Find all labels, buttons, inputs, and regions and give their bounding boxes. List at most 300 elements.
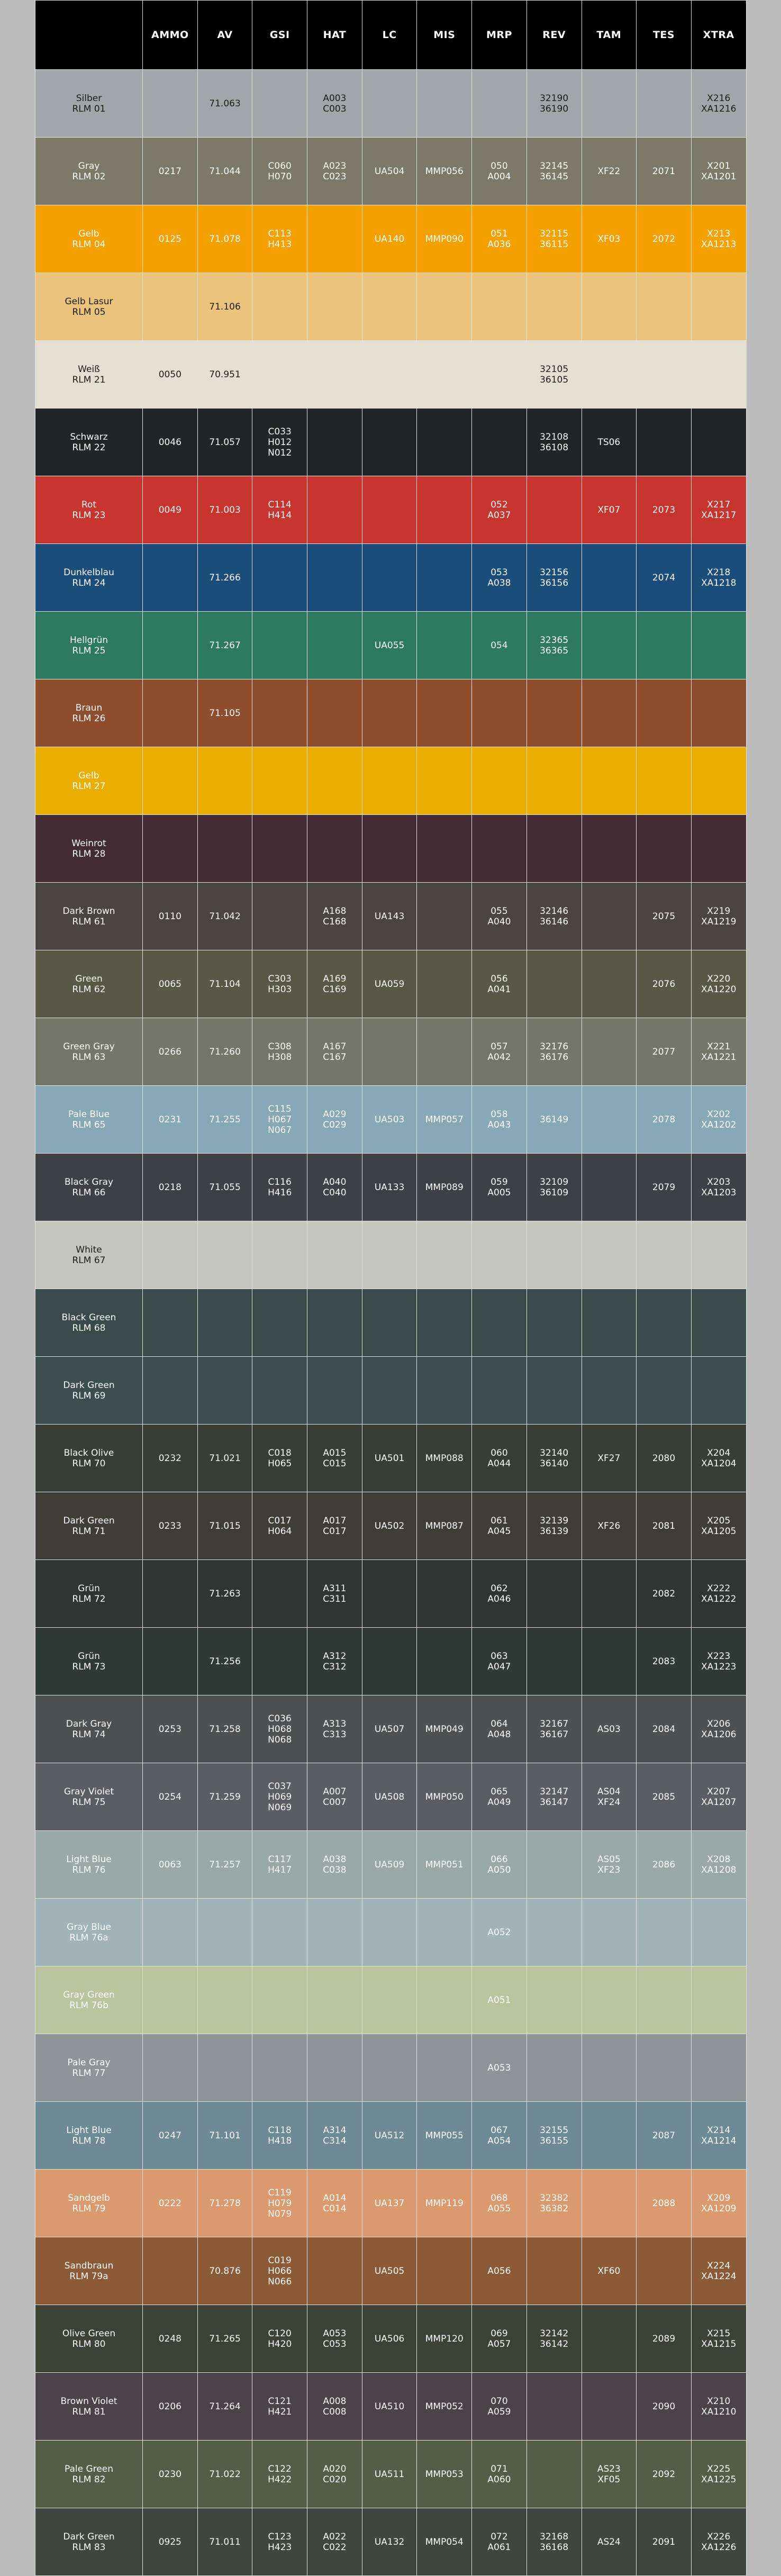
code-cell-hat	[307, 341, 362, 409]
code-cell-tes: 2074	[637, 544, 692, 612]
code-cell-gsi: C037 H069 N069	[252, 1763, 307, 1831]
code-cell-av: 71.042	[197, 883, 252, 950]
code-cell-av: 71.278	[197, 2170, 252, 2237]
code-cell-lc	[362, 1221, 417, 1289]
code-cell-tes: 2085	[637, 1763, 692, 1831]
code-cell-mis	[417, 1357, 472, 1425]
code-cell-ammo	[143, 1289, 198, 1357]
code-cell-tam	[582, 341, 637, 409]
code-cell-xtra	[691, 747, 746, 815]
code-cell-xtra	[691, 341, 746, 409]
code-cell-tes: 2084	[637, 1695, 692, 1763]
code-cell-lc	[362, 679, 417, 747]
table-row	[35, 1221, 747, 1289]
code-cell-mrp: 055 A040	[472, 883, 527, 950]
color-name-cell: Pale Blue RLM 65	[35, 1086, 143, 1154]
code-cell-ammo: 0925	[143, 2508, 198, 2576]
code-cell-ammo: 0065	[143, 950, 198, 1018]
code-cell-tam: XF26	[582, 1492, 637, 1560]
code-cell-ammo	[143, 1357, 198, 1425]
code-cell-rev	[526, 1289, 582, 1357]
code-cell-ammo	[143, 1966, 198, 2034]
code-cell-xtra: X203 XA1203	[691, 1154, 746, 1221]
color-name-cell: Dark Green RLM 71	[35, 1492, 143, 1560]
code-cell-ammo: 0125	[143, 205, 198, 273]
code-cell-ammo	[143, 679, 198, 747]
code-cell-lc	[362, 1357, 417, 1425]
code-cell-mis	[417, 747, 472, 815]
code-cell-hat: A003 C003	[307, 70, 362, 138]
code-cell-tam	[582, 679, 637, 747]
code-cell-tam: TS06	[582, 409, 637, 476]
code-cell-lc: UA505	[362, 2237, 417, 2305]
code-cell-mis: MMP055	[417, 2102, 472, 2170]
code-cell-gsi	[252, 883, 307, 950]
code-cell-gsi	[252, 341, 307, 409]
code-cell-gsi	[252, 273, 307, 341]
table-row	[35, 273, 747, 341]
color-name-cell: Grün RLM 72	[35, 1560, 143, 1628]
header-cell-av: AV	[197, 1, 252, 70]
code-cell-mis: MMP051	[417, 1831, 472, 1899]
code-cell-xtra: X223 XA1223	[691, 1628, 746, 1695]
code-cell-gsi	[252, 815, 307, 883]
code-cell-gsi: C113 H413	[252, 205, 307, 273]
code-cell-tam	[582, 2170, 637, 2237]
code-cell-tes: 2071	[637, 138, 692, 205]
color-name-cell: Gelb RLM 04	[35, 205, 143, 273]
table-row	[35, 1899, 747, 1966]
code-cell-xtra: X213 XA1213	[691, 205, 746, 273]
code-cell-rev: 32145 36145	[526, 138, 582, 205]
code-cell-tes	[637, 1899, 692, 1966]
code-cell-lc: UA132	[362, 2508, 417, 2576]
code-cell-xtra	[691, 1899, 746, 1966]
code-cell-av: 71.105	[197, 679, 252, 747]
code-cell-gsi	[252, 747, 307, 815]
code-cell-xtra: X219 XA1219	[691, 883, 746, 950]
code-cell-av: 71.267	[197, 612, 252, 679]
code-cell-xtra	[691, 815, 746, 883]
table-row	[35, 1154, 747, 1221]
code-cell-tam: AS04 XF24	[582, 1763, 637, 1831]
color-name-cell: Weiß RLM 21	[35, 341, 143, 409]
code-cell-mis	[417, 1018, 472, 1086]
code-cell-mrp: A053	[472, 2034, 527, 2102]
code-cell-tam	[582, 1560, 637, 1628]
code-cell-tes	[637, 679, 692, 747]
code-cell-mis	[417, 1560, 472, 1628]
code-cell-xtra	[691, 612, 746, 679]
code-cell-gsi: C060 H070	[252, 138, 307, 205]
color-name-cell: Sandgelb RLM 79	[35, 2170, 143, 2237]
color-name-cell: Braun RLM 26	[35, 679, 143, 747]
code-cell-ammo: 0217	[143, 138, 198, 205]
code-cell-rev: 32167 36167	[526, 1695, 582, 1763]
code-cell-xtra	[691, 1966, 746, 2034]
code-cell-hat: A023 C023	[307, 138, 362, 205]
code-cell-hat	[307, 544, 362, 612]
code-cell-lc	[362, 815, 417, 883]
color-name-cell: Light Blue RLM 78	[35, 2102, 143, 2170]
code-cell-hat	[307, 612, 362, 679]
table-row	[35, 2373, 747, 2441]
code-cell-tam	[582, 544, 637, 612]
code-cell-mis	[417, 2034, 472, 2102]
code-cell-gsi	[252, 544, 307, 612]
code-cell-gsi	[252, 1221, 307, 1289]
code-cell-tes: 2081	[637, 1492, 692, 1560]
code-cell-xtra: X216 XA1216	[691, 70, 746, 138]
code-cell-mis	[417, 2237, 472, 2305]
code-cell-xtra: X221 XA1221	[691, 1018, 746, 1086]
code-cell-rev: 36149	[526, 1086, 582, 1154]
code-cell-mis: MMP053	[417, 2441, 472, 2508]
code-cell-hat	[307, 815, 362, 883]
code-cell-av: 71.011	[197, 2508, 252, 2576]
code-cell-tam	[582, 2102, 637, 2170]
code-cell-mrp	[472, 273, 527, 341]
code-cell-mis	[417, 612, 472, 679]
color-name-cell: Dunkelblau RLM 24	[35, 544, 143, 612]
code-cell-ammo: 0248	[143, 2305, 198, 2373]
code-cell-av	[197, 1221, 252, 1289]
color-name-cell: Gray RLM 02	[35, 138, 143, 205]
code-cell-gsi: C018 H065	[252, 1425, 307, 1492]
code-cell-mrp: 062 A046	[472, 1560, 527, 1628]
code-cell-hat	[307, 1899, 362, 1966]
code-cell-rev: 32140 36140	[526, 1425, 582, 1492]
code-cell-rev: 32139 36139	[526, 1492, 582, 1560]
color-name-cell: Weinrot RLM 28	[35, 815, 143, 883]
code-cell-rev	[526, 747, 582, 815]
code-cell-mrp	[472, 1289, 527, 1357]
code-cell-xtra: X225 XA1225	[691, 2441, 746, 2508]
code-cell-tam	[582, 70, 637, 138]
code-cell-hat: A008 C008	[307, 2373, 362, 2441]
code-cell-tam	[582, 2034, 637, 2102]
code-cell-mis: MMP057	[417, 1086, 472, 1154]
code-cell-mis	[417, 1289, 472, 1357]
code-cell-mis: MMP119	[417, 2170, 472, 2237]
code-cell-ammo: 0063	[143, 1831, 198, 1899]
code-cell-ammo: 0046	[143, 409, 198, 476]
code-cell-mrp: 070 A059	[472, 2373, 527, 2441]
code-cell-ammo	[143, 2237, 198, 2305]
code-cell-rev: 32156 36156	[526, 544, 582, 612]
code-cell-tes	[637, 747, 692, 815]
code-cell-rev: 32108 36108	[526, 409, 582, 476]
code-cell-lc: UA059	[362, 950, 417, 1018]
header-cell-tes: TES	[637, 1, 692, 70]
color-name-cell: Light Blue RLM 76	[35, 1831, 143, 1899]
color-name-cell: Brown Violet RLM 81	[35, 2373, 143, 2441]
code-cell-lc	[362, 70, 417, 138]
code-cell-mrp: 053 A038	[472, 544, 527, 612]
code-cell-hat: A022 C022	[307, 2508, 362, 2576]
code-cell-mis	[417, 950, 472, 1018]
code-cell-hat	[307, 2034, 362, 2102]
code-cell-mrp: 051 A036	[472, 205, 527, 273]
code-cell-lc: UA133	[362, 1154, 417, 1221]
code-cell-lc	[362, 747, 417, 815]
color-name-cell: Silber RLM 01	[35, 70, 143, 138]
code-cell-av: 71.063	[197, 70, 252, 138]
code-cell-hat: A007 C007	[307, 1763, 362, 1831]
code-cell-tes: 2080	[637, 1425, 692, 1492]
code-cell-gsi: C122 H422	[252, 2441, 307, 2508]
code-cell-tes	[637, 2034, 692, 2102]
code-cell-gsi: C017 H064	[252, 1492, 307, 1560]
code-cell-lc: UA501	[362, 1425, 417, 1492]
code-cell-ammo: 0230	[143, 2441, 198, 2508]
code-cell-lc	[362, 1899, 417, 1966]
code-cell-lc	[362, 476, 417, 544]
code-cell-ammo: 0049	[143, 476, 198, 544]
code-cell-tes	[637, 612, 692, 679]
code-cell-av: 71.266	[197, 544, 252, 612]
code-cell-tes	[637, 815, 692, 883]
code-cell-av: 71.255	[197, 1086, 252, 1154]
code-cell-mis: MMP088	[417, 1425, 472, 1492]
code-cell-xtra: X220 XA1220	[691, 950, 746, 1018]
code-cell-mis	[417, 409, 472, 476]
code-cell-ammo	[143, 273, 198, 341]
code-cell-ammo: 0222	[143, 2170, 198, 2237]
code-cell-mis	[417, 1221, 472, 1289]
code-cell-xtra: X210 XA1210	[691, 2373, 746, 2441]
table-row	[35, 205, 747, 273]
code-cell-gsi: C033 H012 N012	[252, 409, 307, 476]
color-name-cell: Pale Gray RLM 77	[35, 2034, 143, 2102]
code-cell-mrp: 071 A060	[472, 2441, 527, 2508]
code-cell-mrp: 065 A049	[472, 1763, 527, 1831]
header-cell-mrp: MRP	[472, 1, 527, 70]
code-cell-mrp: 058 A043	[472, 1086, 527, 1154]
code-cell-lc: UA507	[362, 1695, 417, 1763]
code-cell-tam	[582, 273, 637, 341]
code-cell-rev: 32115 36115	[526, 205, 582, 273]
table-row	[35, 2441, 747, 2508]
code-cell-mrp	[472, 341, 527, 409]
code-cell-ammo: 0266	[143, 1018, 198, 1086]
code-cell-mrp: 054	[472, 612, 527, 679]
code-cell-rev	[526, 2237, 582, 2305]
table-row	[35, 1628, 747, 1695]
code-cell-gsi: C118 H418	[252, 2102, 307, 2170]
code-cell-mrp	[472, 747, 527, 815]
code-cell-mrp: A051	[472, 1966, 527, 2034]
code-cell-av: 71.022	[197, 2441, 252, 2508]
table-row	[35, 1560, 747, 1628]
code-cell-av: 70.951	[197, 341, 252, 409]
code-cell-gsi: C117 H417	[252, 1831, 307, 1899]
code-cell-lc: UA137	[362, 2170, 417, 2237]
code-cell-gsi	[252, 1560, 307, 1628]
code-cell-gsi: C115 H067 N067	[252, 1086, 307, 1154]
table-row	[35, 747, 747, 815]
code-cell-tam	[582, 2373, 637, 2441]
code-cell-ammo	[143, 1628, 198, 1695]
code-cell-tes	[637, 70, 692, 138]
color-name-cell: Dark Brown RLM 61	[35, 883, 143, 950]
code-cell-lc	[362, 544, 417, 612]
code-cell-lc: UA512	[362, 2102, 417, 2170]
table-header	[35, 1, 747, 70]
code-cell-rev	[526, 1831, 582, 1899]
code-cell-mis	[417, 1966, 472, 2034]
code-cell-lc	[362, 341, 417, 409]
color-name-cell: Gelb RLM 27	[35, 747, 143, 815]
code-cell-hat	[307, 1221, 362, 1289]
code-cell-mis	[417, 544, 472, 612]
code-cell-tam: XF22	[582, 138, 637, 205]
header-cell-mis: MIS	[417, 1, 472, 70]
code-cell-ammo	[143, 70, 198, 138]
code-cell-hat: A038 C038	[307, 1831, 362, 1899]
code-cell-rev	[526, 1357, 582, 1425]
code-cell-xtra	[691, 1357, 746, 1425]
header-cell-hat: HAT	[307, 1, 362, 70]
table-row	[35, 1357, 747, 1425]
code-cell-av: 71.055	[197, 1154, 252, 1221]
table-row	[35, 1831, 747, 1899]
table-body	[35, 70, 747, 2576]
code-cell-xtra	[691, 679, 746, 747]
code-cell-rev: 32105 36105	[526, 341, 582, 409]
color-name-cell: White RLM 67	[35, 1221, 143, 1289]
code-cell-lc: UA509	[362, 1831, 417, 1899]
code-cell-tam: AS05 XF23	[582, 1831, 637, 1899]
code-cell-rev	[526, 2373, 582, 2441]
table-row	[35, 883, 747, 950]
table-row	[35, 950, 747, 1018]
color-name-cell: Green RLM 62	[35, 950, 143, 1018]
code-cell-mrp: 063 A047	[472, 1628, 527, 1695]
code-cell-hat: A053 C053	[307, 2305, 362, 2373]
code-cell-mis: MMP090	[417, 205, 472, 273]
code-cell-tes: 2077	[637, 1018, 692, 1086]
code-cell-ammo	[143, 2034, 198, 2102]
code-cell-rev: 32147 36147	[526, 1763, 582, 1831]
header-cell-lc: LC	[362, 1, 417, 70]
code-cell-tam	[582, 2305, 637, 2373]
code-cell-gsi: C123 H423	[252, 2508, 307, 2576]
code-cell-gsi	[252, 679, 307, 747]
code-cell-ammo: 0254	[143, 1763, 198, 1831]
table-row	[35, 2305, 747, 2373]
code-cell-mrp: 067 A054	[472, 2102, 527, 2170]
code-cell-mrp	[472, 70, 527, 138]
code-cell-gsi	[252, 612, 307, 679]
code-cell-gsi	[252, 2034, 307, 2102]
code-cell-xtra: X224 XA1224	[691, 2237, 746, 2305]
code-cell-xtra: X206 XA1206	[691, 1695, 746, 1763]
color-name-cell: Black Green RLM 68	[35, 1289, 143, 1357]
code-cell-lc: UA140	[362, 205, 417, 273]
code-cell-ammo	[143, 747, 198, 815]
code-cell-av: 71.078	[197, 205, 252, 273]
code-cell-rev	[526, 1899, 582, 1966]
code-cell-tam	[582, 1628, 637, 1695]
color-name-cell: Gray Green RLM 76b	[35, 1966, 143, 2034]
table-row	[35, 476, 747, 544]
table-row	[35, 2102, 747, 2170]
code-cell-ammo	[143, 1560, 198, 1628]
code-cell-rev	[526, 476, 582, 544]
code-cell-mrp	[472, 679, 527, 747]
code-cell-tes: 2087	[637, 2102, 692, 2170]
code-cell-xtra: X222 XA1222	[691, 1560, 746, 1628]
code-cell-tam: AS03	[582, 1695, 637, 1763]
code-cell-ammo	[143, 1899, 198, 1966]
code-cell-gsi	[252, 1357, 307, 1425]
code-cell-mrp	[472, 409, 527, 476]
code-cell-lc	[362, 1966, 417, 2034]
code-cell-mis: MMP120	[417, 2305, 472, 2373]
code-cell-rev: 32365 36365	[526, 612, 582, 679]
code-cell-lc: UA511	[362, 2441, 417, 2508]
code-cell-tes	[637, 1221, 692, 1289]
code-cell-xtra: X207 XA1207	[691, 1763, 746, 1831]
code-cell-rev	[526, 273, 582, 341]
code-cell-tes	[637, 1289, 692, 1357]
table-row	[35, 815, 747, 883]
code-cell-hat	[307, 273, 362, 341]
code-cell-av	[197, 2034, 252, 2102]
code-cell-tam	[582, 815, 637, 883]
code-cell-lc: UA510	[362, 2373, 417, 2441]
table-row	[35, 409, 747, 476]
code-cell-gsi	[252, 1289, 307, 1357]
code-cell-av: 71.104	[197, 950, 252, 1018]
code-cell-hat: A311 C311	[307, 1560, 362, 1628]
code-cell-tes: 2090	[637, 2373, 692, 2441]
code-cell-mrp: 056 A041	[472, 950, 527, 1018]
code-cell-ammo	[143, 1221, 198, 1289]
table-row	[35, 341, 747, 409]
code-cell-ammo	[143, 544, 198, 612]
code-cell-gsi: C116 H416	[252, 1154, 307, 1221]
code-cell-lc	[362, 1628, 417, 1695]
code-cell-ammo: 0050	[143, 341, 198, 409]
code-cell-tes	[637, 2237, 692, 2305]
code-cell-rev	[526, 679, 582, 747]
code-cell-rev	[526, 950, 582, 1018]
code-cell-rev: 32109 36109	[526, 1154, 582, 1221]
code-cell-rev	[526, 1966, 582, 2034]
code-cell-rev: 32142 36142	[526, 2305, 582, 2373]
code-cell-hat: A313 C313	[307, 1695, 362, 1763]
color-name-cell: Black Olive RLM 70	[35, 1425, 143, 1492]
code-cell-gsi: C114 H414	[252, 476, 307, 544]
code-cell-ammo	[143, 815, 198, 883]
color-name-cell: Gray Violet RLM 75	[35, 1763, 143, 1831]
code-cell-tam: XF27	[582, 1425, 637, 1492]
code-cell-mis	[417, 70, 472, 138]
header-cell-rev: REV	[526, 1, 582, 70]
code-cell-hat	[307, 205, 362, 273]
color-name-cell: Rot RLM 23	[35, 476, 143, 544]
header-cell-ammo: AMMO	[143, 1, 198, 70]
code-cell-tes: 2092	[637, 2441, 692, 2508]
code-cell-lc: UA143	[362, 883, 417, 950]
code-cell-tam	[582, 747, 637, 815]
code-cell-tam	[582, 1289, 637, 1357]
code-cell-av	[197, 1357, 252, 1425]
color-name-cell: Olive Green RLM 80	[35, 2305, 143, 2373]
code-cell-tam	[582, 1966, 637, 2034]
